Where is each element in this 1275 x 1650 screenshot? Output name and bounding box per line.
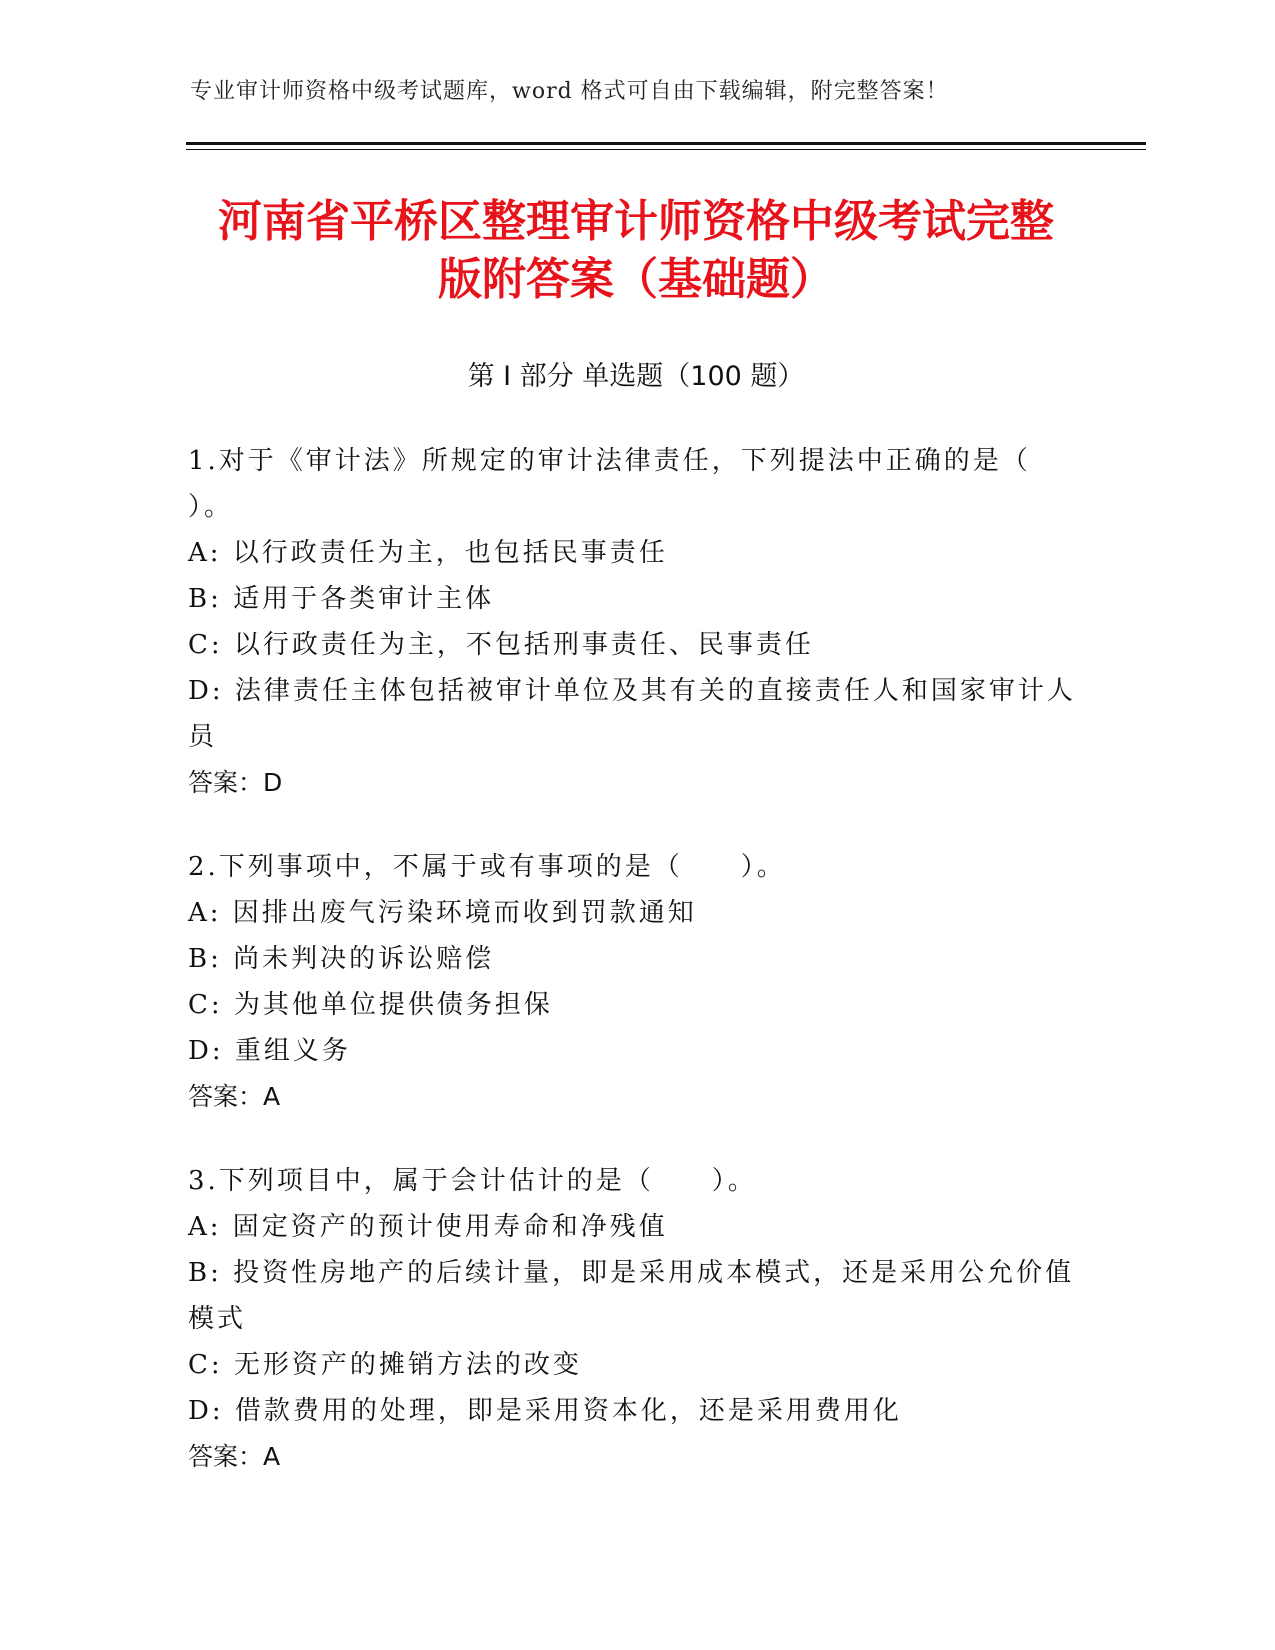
question-stem-continued: ）。: [188, 492, 234, 522]
answer: 答案：D: [188, 768, 283, 797]
option-b-continued: 模式: [188, 1304, 247, 1334]
option-b: B: 投资性房地产的后续计量，即是采用成本模式，还是采用公允价值: [188, 1258, 1075, 1288]
option-a: A: 固定资产的预计使用寿命和净残值: [188, 1212, 668, 1242]
option-d: D: 借款费用的处理，即是采用资本化，还是采用费用化: [188, 1396, 902, 1426]
option-c: C: 为其他单位提供债务担保: [188, 990, 553, 1020]
document-title-line2: 版附答案（基础题）: [438, 254, 834, 305]
answer: 答案：A: [188, 1442, 281, 1471]
question-3: [188, 1158, 1078, 1480]
section-title: 第 I 部分 单选题（100 题）: [467, 361, 805, 392]
question-1: [188, 438, 1078, 806]
header-note: 专业审计师资格中级考试题库，word 格式可自由下载编辑，附完整答案！: [190, 79, 949, 104]
question-stem: 3.下列项目中，属于会计估计的是（ ）。: [188, 1166, 757, 1196]
option-c: C: 无形资产的摊销方法的改变: [188, 1350, 582, 1380]
question-stem: 1.对于《审计法》所规定的审计法律责任，下列提法中正确的是（: [188, 446, 1031, 476]
answer: 答案：A: [188, 1082, 281, 1111]
document-title: [186, 193, 1086, 309]
question-stem: 2.下列事项中，不属于或有事项的是（ ）。: [188, 852, 786, 882]
option-b: B: 尚未判决的诉讼赔偿: [188, 944, 495, 974]
header-rule-thick: [186, 142, 1146, 145]
question-list: [188, 438, 1078, 1518]
option-a: A: 以行政责任为主，也包括民事责任: [188, 538, 668, 568]
option-d: D: 重组义务: [188, 1036, 351, 1066]
document-title-line1: 河南省平桥区整理审计师资格中级考试完整: [218, 196, 1054, 247]
option-d: D: 法律责任主体包括被审计单位及其有关的直接责任人和国家审计人: [188, 676, 1076, 706]
option-a: A: 因排出废气污染环境而收到罚款通知: [188, 898, 697, 928]
option-d-continued: 员: [188, 722, 218, 752]
question-2: [188, 844, 1078, 1120]
option-c: C: 以行政责任为主，不包括刑事责任、民事责任: [188, 630, 814, 660]
header-rule-thin: [186, 149, 1146, 150]
option-b: B: 适用于各类审计主体: [188, 584, 495, 614]
